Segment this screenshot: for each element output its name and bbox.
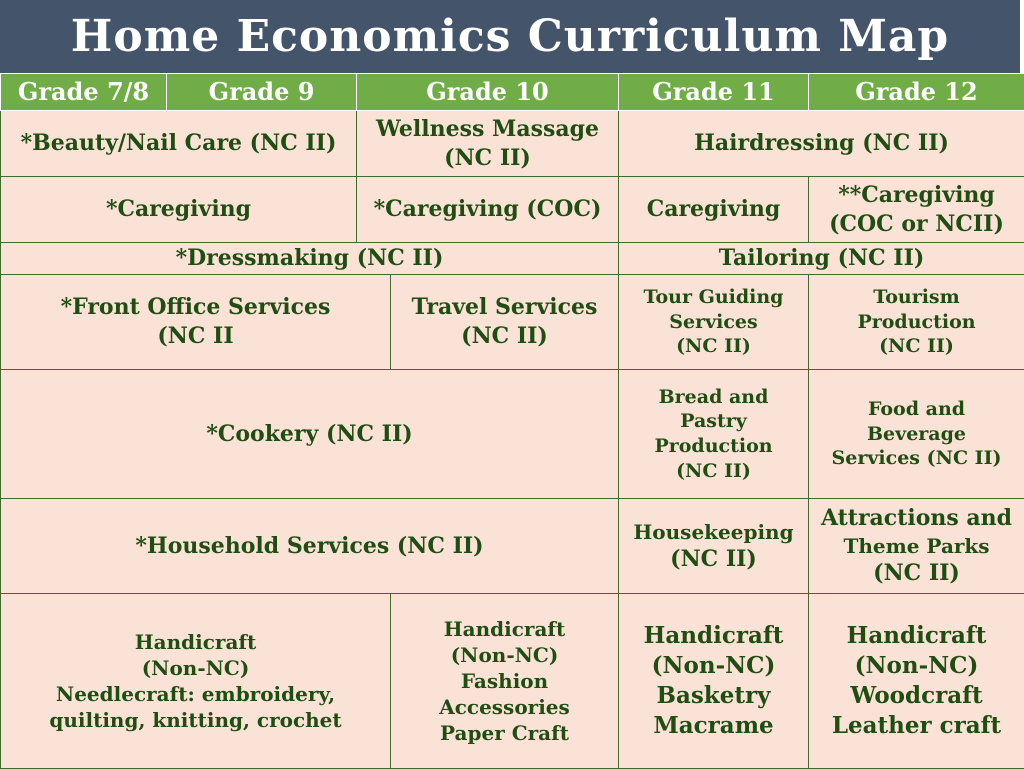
- table-row: [1, 594, 1024, 769]
- header-row: [1, 74, 1024, 111]
- title-bar: [0, 0, 1020, 73]
- cell-hairdressing: Hairdressing (NC II): [619, 111, 1024, 177]
- table-row: [1, 177, 1024, 243]
- cell-food-beverage: Food and Beverage Services (NC II): [809, 370, 1024, 499]
- cell-caregiving-g12: **Caregiving (COC or NCII): [809, 177, 1024, 243]
- divider: [1020, 0, 1024, 73]
- table-row: [1, 111, 1024, 177]
- cell-wellness-massage: Wellness Massage (NC II): [357, 111, 619, 177]
- cell-handicraft-g11: Handicraft (Non-NC) Basketry Macrame: [619, 594, 809, 769]
- header-grade-10: Grade 10: [357, 74, 619, 111]
- cell-handicraft-g12: Handicraft (Non-NC) Woodcraft Leather craft: [809, 594, 1024, 769]
- cell-caregiving-g11: Caregiving: [619, 177, 809, 243]
- header-grade-12: Grade 12: [809, 74, 1024, 111]
- cell-attractions-theme-parks: Attractions and Theme Parks (NC II): [809, 499, 1024, 594]
- page-title: Home Economics Curriculum Map: [71, 11, 949, 62]
- cell-tour-guiding: Tour Guiding Services (NC II): [619, 275, 809, 370]
- cell-bread-pastry: Bread and Pastry Production (NC II): [619, 370, 809, 499]
- cell-cookery: *Cookery (NC II): [1, 370, 619, 499]
- cell-handicraft-g10: Handicraft (Non-NC) Fashion Accessories Paper Craft: [391, 594, 619, 769]
- curriculum-table: [0, 73, 1024, 769]
- cell-housekeeping: Housekeeping (NC II): [619, 499, 809, 594]
- table-row: [1, 370, 1024, 499]
- cell-front-office: *Front Office Services (NC II: [1, 275, 391, 370]
- table-row: [1, 243, 1024, 275]
- header-grade-7-8: Grade 7/8: [1, 74, 167, 111]
- cell-household-services: *Household Services (NC II): [1, 499, 619, 594]
- cell-travel-services: Travel Services (NC II): [391, 275, 619, 370]
- header-grade-11: Grade 11: [619, 74, 809, 111]
- cell-tourism-production: Tourism Production (NC II): [809, 275, 1024, 370]
- cell-caregiving: *Caregiving: [1, 177, 357, 243]
- cell-handicraft-g7-9: Handicraft (Non-NC) Needlecraft: embroidery, quilting, knitting, crochet: [1, 594, 391, 769]
- table-row: [1, 499, 1024, 594]
- header-grade-9: Grade 9: [167, 74, 357, 111]
- cell-beauty-nail-care: *Beauty/Nail Care (NC II): [1, 111, 357, 177]
- cell-caregiving-coc: *Caregiving (COC): [357, 177, 619, 243]
- cell-dressmaking: *Dressmaking (NC II): [1, 243, 619, 275]
- cell-tailoring: Tailoring (NC II): [619, 243, 1024, 275]
- table-row: [1, 275, 1024, 370]
